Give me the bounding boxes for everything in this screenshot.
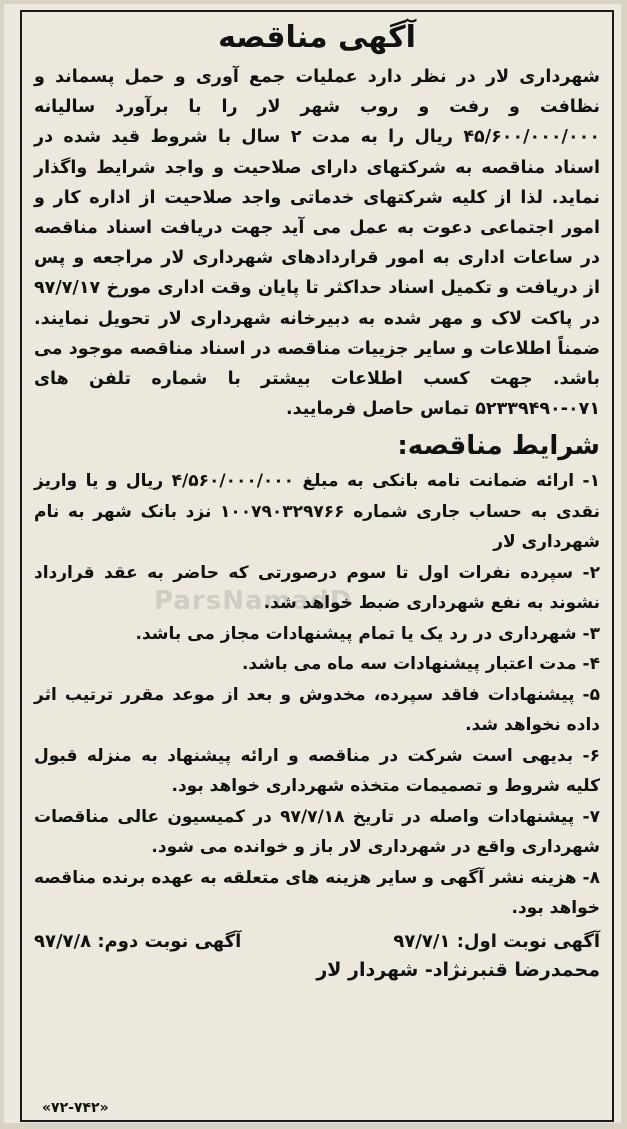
condition-item: ۳- شهرداری در رد یک یا تمام پیشنهادات مجاز می باشد. [135,623,600,644]
newspaper-clipping [4,4,621,1123]
condition-item: ۷- پیشنهادات واصله در تاریخ ۹۷/۷/۱۸ در کمیسیون عالی مناقصات شهرداری واقع در شهرداری لار باز و خوانده می شود. [34,806,600,858]
notice-body: شهرداری لار در نظر دارد عملیات جمع آوری و حمل پسماند و نظافت و رفت و روب شهر لار را با برآورد سالیانه ۴۵/۶۰۰/۰۰۰/۰۰۰ ریال را به مدت ۲ سال با شروط قید شده در اسناد مناقصه به شرکتهای دارای صلاحیت و واجد شرایط واگذار نماید. لذا از کلیه شرکتهای خدماتی واجد صلاحیت از اداره کار و امور اجتماعی دعوت به عمل می آید جهت دریافت اسناد مناقصه در ساعات اداری به امور قراردادهای شهرداری لار مراجعه و پس از دریافت و تکمیل اسناد حداکثر تا پایان وقت اداری مورخ ۹۷/۷/۱۷ در پاکت لاک و مهر شده به دبیرخانه شهرداری لار تحویل نمایند. ضمناً اطلاعات و سایر جزییات مناقصه در اسناد مناقصه موجود می باشد. جهت کسب اطلاعات بیشتر با شماره تلفن های ۰۷۱-۵۲۳۳۹۴۹۰ تماس حاصل فرمایید. [34,67,600,420]
condition-item: ۸- هزینه نشر آگهی و سایر هزینه های متعلقه به عهده برنده مناقصه خواهد بود. [34,867,600,919]
publish-dates [34,928,600,956]
watermark-logo: ParsNamadD [154,586,353,616]
signature: محمدرضا قنبرنژاد- شهردار لار [316,958,600,981]
second-publish-date: آگهی نوبت دوم: ۹۷/۷/۸ [34,930,242,952]
conditions-list [34,466,600,924]
conditions-heading: شرایط مناقصه: [397,431,600,462]
first-publish-date: آگهی نوبت اول: ۹۷/۷/۱ [393,930,600,952]
condition-item: ۶- بدیهی است شرکت در مناقصه و ارائه پیشنهاد به منزله قبول کلیه شروط و تصمیمات متخذه شهرداری خواهد بود. [34,745,600,797]
notice-title: آگهی مناقصه [218,20,416,55]
condition-item: ۱- ارائه ضمانت نامه بانکی به مبلغ ۴/۵۶۰/۰۰۰/۰۰۰ ریال و یا واریز نقدی به حساب جاری شماره ۱۰۰۷۹۰۳۲۹۷۶۶ نزد بانک شهر به نام شهرداری لار [34,471,600,553]
condition-item: ۲- سپرده نفرات اول تا سوم درصورتی که حاضر به عقد قرارداد نشوند به نفع شهرداری ضبط خواهد شد. [34,562,600,614]
notice-frame [20,10,614,1122]
notice-code: «۷۲-۷۴۲» [42,1100,109,1116]
condition-item: ۴- مدت اعتبار پیشنهادات سه ماه می باشد. [241,654,600,675]
condition-item: ۵- پیشنهادات فاقد سپرده، مخدوش و بعد از موعد مقرر ترتیب اثر داده نخواهد شد. [34,684,600,736]
